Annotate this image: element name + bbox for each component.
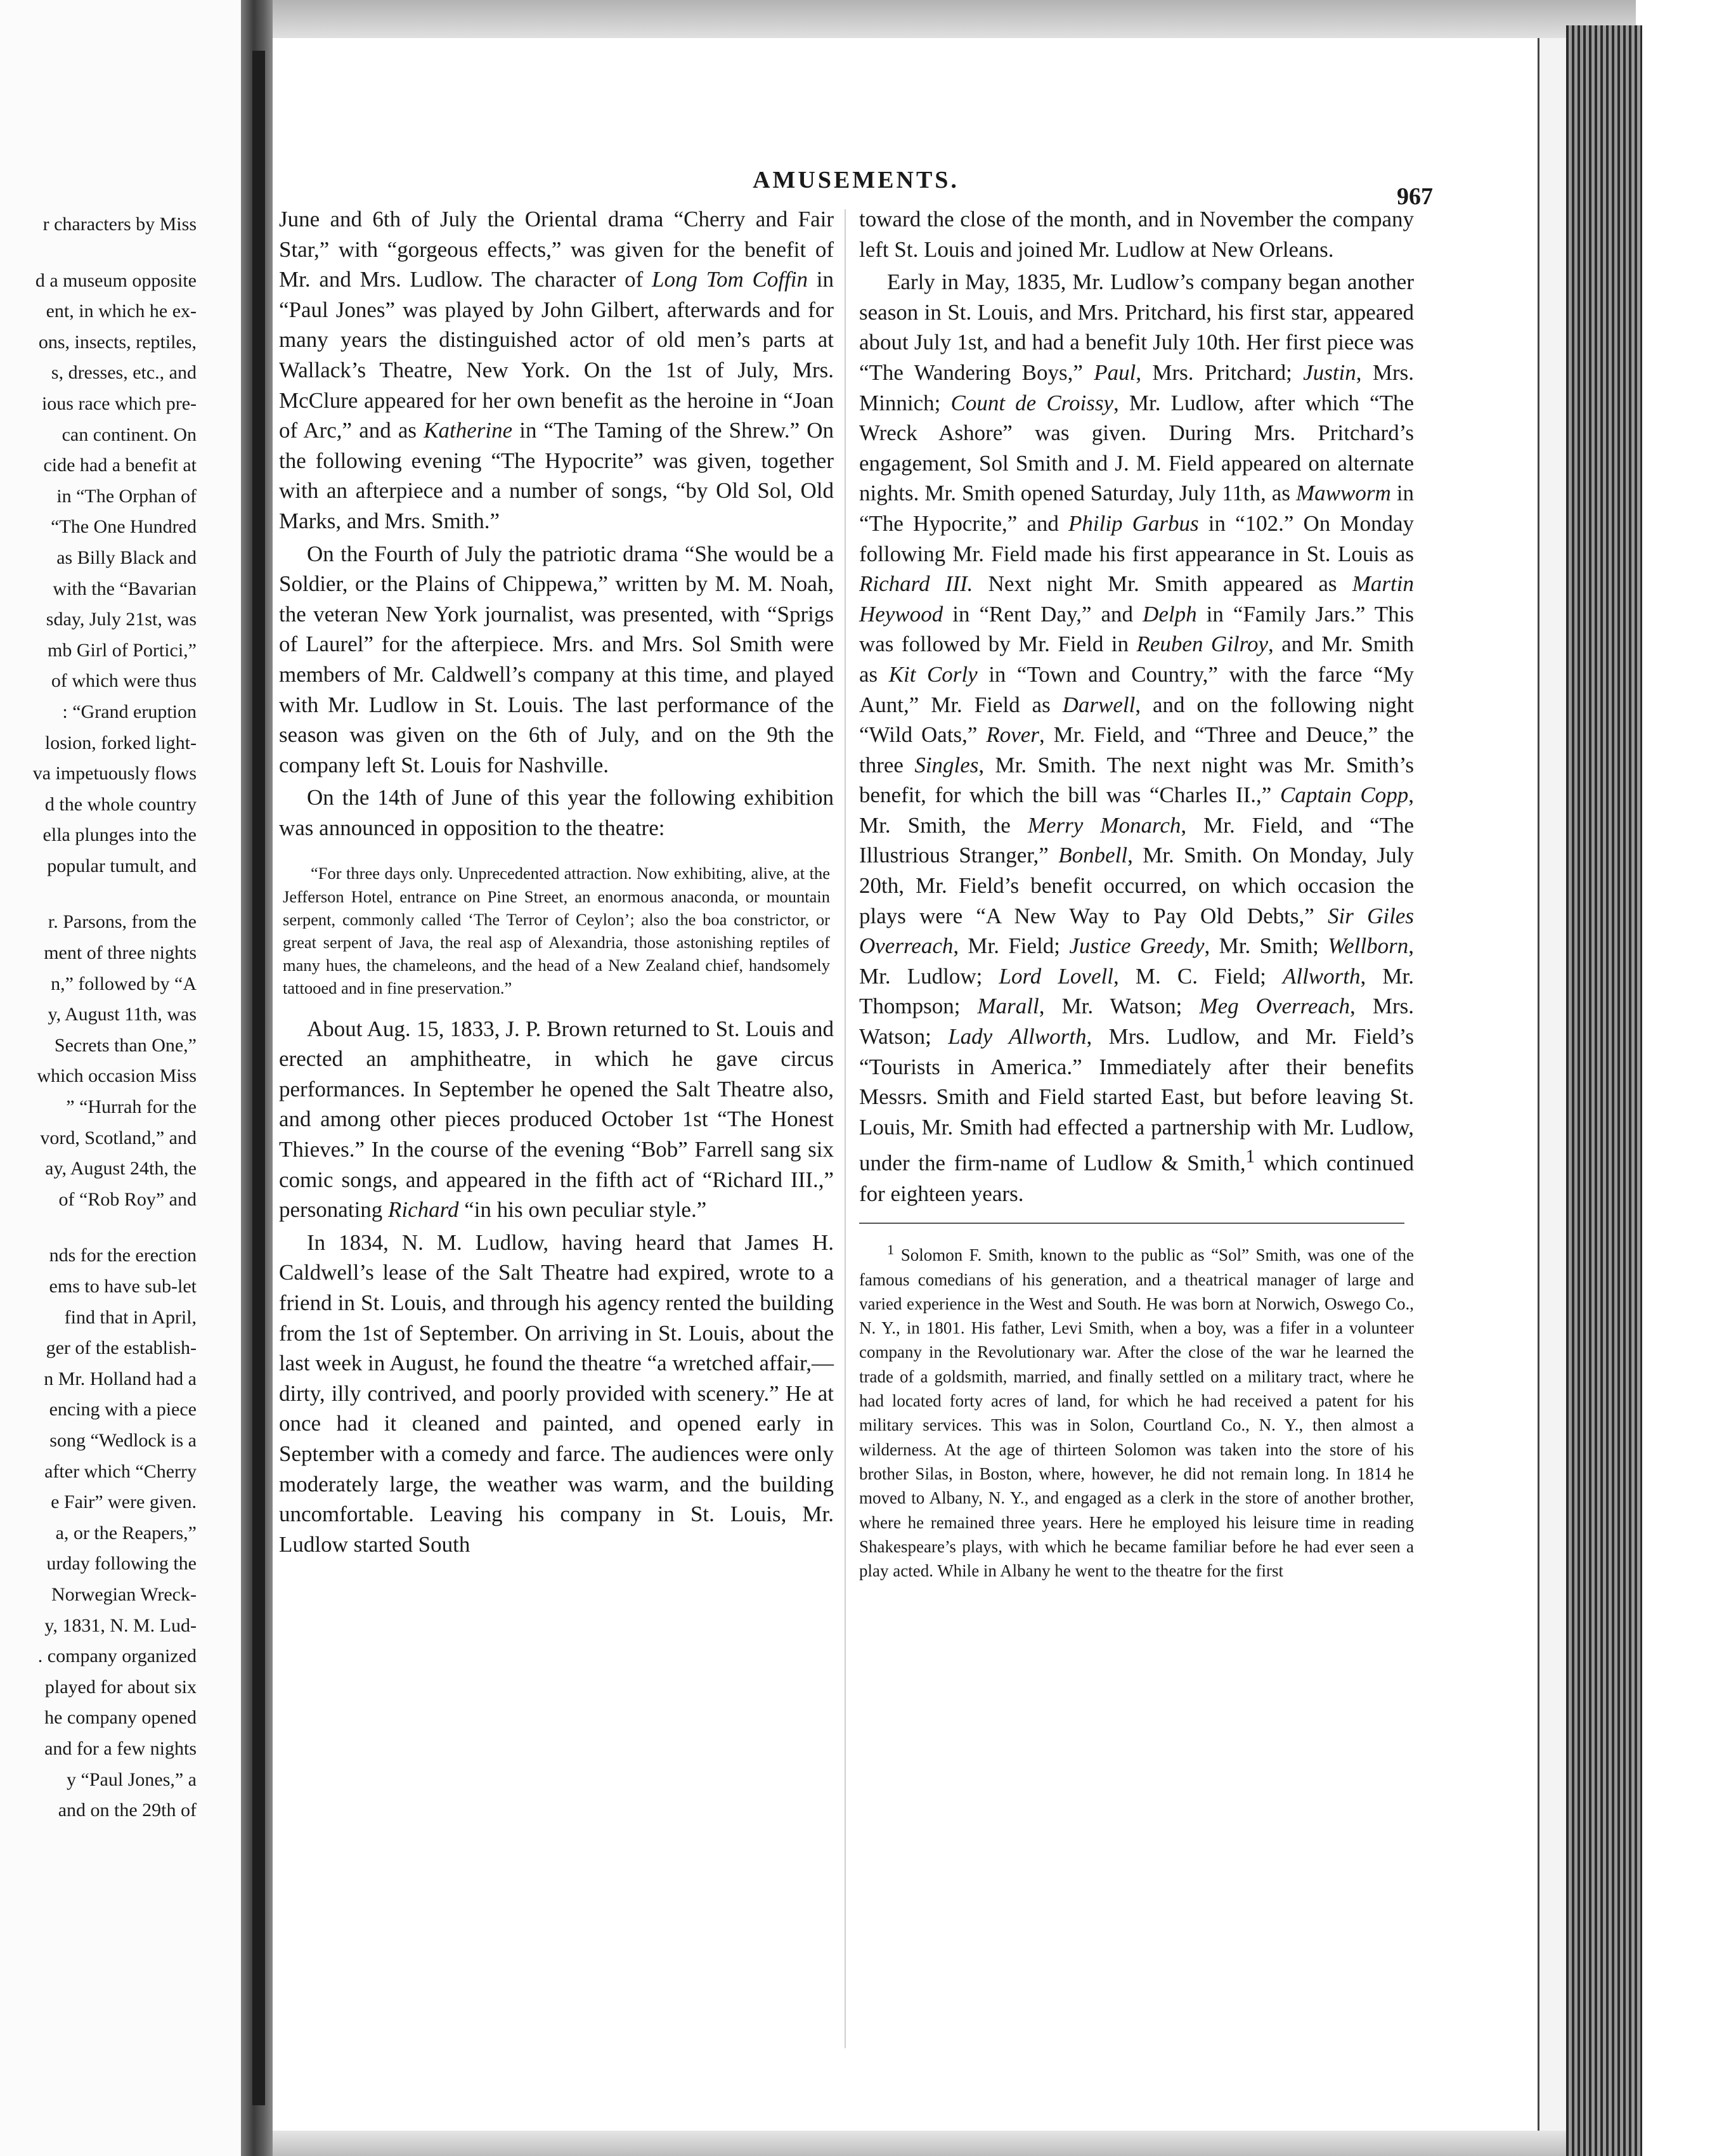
text-run: in “Paul Jones” was played by John Gilbert, afterwards and for many years the distinguished actor of old men’s parts at Wallack’s Theatre, New York. On the 1st of July, Mrs. McClure appeared for her own benefit as the heroine in “Joan of Arc,” and as [279,267,834,443]
facing-page-line: n Mr. Holland had a [44,1368,197,1389]
italic-title: Captain Copp [1280,783,1409,808]
facing-page-line: song “Wedlock is a [49,1429,197,1451]
paragraph [279,783,834,843]
text-run: in “102.” On Monday following Mr. Field made his first appearance in St. Louis as [859,510,1415,566]
facing-page-line: . company organized [37,1646,197,1667]
text-run: in “The Hypocrite,” and [859,481,1414,536]
facing-page-line: a, or the Reapers,” [55,1522,197,1543]
italic-title: Richard [388,1197,459,1223]
paragraph [279,1014,834,1225]
text-run: Solomon F. Smith, known to the public as “Sol” Smith, was one of the famous comedians of his generation, and a theatrical manager of large and varied experience in the West and South. He was born at Norwich, Oswego Co., N. Y., in 1801. His father, Levi Smith, when a boy, was a fifer in a volunteer company in the Revolutionary war. After the close of the war he learned the trade of a goldsmith, married, and finally settled on a military tract, where he had located forty acres of land, for which he had received a patent for his military services. This was in Solon, Courtland Co., N. Y., then almost a wilderness. At the age of thirteen Solomon was taken into the store of his brother Silas, in Boston, where, however, he did not remain long. In 1814 he moved to Albany, N. Y., and engaged as a clerk in the store of another brother, where he remained three years. Here he employed his leisure time in reading Shakespeare’s plays, with which he became familiar before he had ever seen a play acted. While in Albany he went to the theatre for the first [859,1245,1414,1581]
text-run: On the Fourth of July the patriotic drama “She would be a Soldier, or the Plains of Chippewa,” written by M. M. Noah, the veteran New York journalist, was presented, with “Sprigs of Laurel” for the afterpiece. Mrs. and Mrs. Sol Smith were members of Mr. Caldwell’s company at this time, and played with Mr. Ludlow in St. Louis. The last performance of the season was given on the 6th of July, and on the 9th the company left St. Louis for Nashville. [279,541,834,777]
italic-title: Justin [1303,360,1356,385]
footnote [859,1238,1414,1583]
facing-page-line: ems to have sub-let [49,1276,197,1297]
facing-page-line: and for a few nights [44,1737,197,1759]
italic-title: Wellborn [1328,933,1409,959]
italic-title: Philip Garbus [1068,510,1199,536]
text-run: “in his own peculiar style.” [458,1197,707,1223]
facing-page-line: va impetuously flows [32,763,197,784]
text-run: Early in May, 1835, Mr. Ludlow’s company began another season in St. Louis, and Mrs. Pritchard, his first star, appeared about July 1st, and had a benefit July 10th. Her first piece was “The Wandering Boys,” [859,270,1414,385]
facing-page-line: s, dresses, etc., and [51,362,197,384]
italic-title: Justice Greedy [1069,933,1205,959]
text-run: , Mr. Smith. The next night was Mr. Smith’s benefit, for which the bill was “Charles II.,” [859,752,1414,808]
italic-title: Richard III. [859,571,973,597]
paragraph-gap [0,240,197,266]
paragraph [859,204,1414,264]
italic-title: Marall [977,994,1039,1019]
text-run: , Mr. Smith; [1204,933,1328,959]
column-divider [845,209,846,2048]
italic-title: Reuben Gilroy [1136,632,1269,657]
facing-page-line: y “Paul Jones,” a [67,1769,197,1790]
italic-title: Meg Overreach [1199,994,1351,1019]
text-run: Next night Mr. Smith appeared as [973,571,1352,597]
italic-title: Paul [1094,360,1136,385]
italic-title: Mawworm [1295,481,1391,506]
block-quote [283,862,830,999]
facing-page-line: e Fair” were given. [51,1491,197,1513]
italic-title: Merry Monarch [1027,812,1181,838]
facing-page-line: find that in April, [64,1306,197,1328]
paragraph-gap [0,1215,197,1240]
facing-page-text [0,209,197,1826]
facing-page-line: y, 1831, N. M. Lud- [44,1614,197,1636]
italic-title: Long Tom Coffin [652,267,808,292]
facing-page-line: played for about six [44,1676,197,1698]
facing-page-line: d the whole country [44,793,197,815]
text-run: On the 14th of June of this year the following exhibition was announced in opposition to the theatre: [279,785,834,840]
text-run: June and 6th of July the Oriental drama “Cherry and Fair Star,” with “gorgeous effects,” was given for the benefit of Mr. and Mrs. Ludlow. The character of [279,207,834,292]
facing-page-line: and on the 29th of [58,1800,197,1821]
facing-page-line: y, August 11th, was [48,1004,197,1025]
text-run: in “Rent Day,” and [943,601,1143,627]
page-number: 967 [1397,183,1433,210]
facing-page-line: ment of three nights [44,942,197,964]
text-run: , Mr. Ludlow; [859,933,1414,989]
facing-page-line: of “Rob Roy” and [58,1188,197,1210]
page-right-margin [1538,38,1568,2143]
page-top-edge [273,0,1636,38]
paragraph [279,204,834,536]
facing-page-line: ” “Hurrah for the [66,1096,197,1118]
text-run: , Mrs. Pritchard; [1136,360,1304,385]
text-run: , M. C. Field; [1113,963,1283,989]
text-run: toward the close of the month, and in November the company left St. Louis and joined Mr. Ludlow at New Orleans. [859,207,1414,262]
italic-title: Allworth [1282,963,1361,989]
text-run: In 1834, N. M. Ludlow, having heard that James H. Caldwell’s lease of the Salt Theatre had expired, wrote to a friend in St. Louis, and through his agency rented the building from the 1st of September. On arriving in St. Louis, about the last week in August, he found the theatre “a wretched affair,—dirty, illy contrived, and poorly provided with scenery.” He at once had it cleaned and painted, and opened early in September with a comedy and farce. The audiences were only moderately large, the weather was warm, and the building uncomfortable. Leaving his company in St. Louis, Mr. Ludlow started South [279,1230,834,1557]
facing-page-line: which occasion Miss [37,1065,197,1087]
facing-page-line: popular tumult, and [47,855,197,876]
facing-page-line: Secrets than One,” [54,1034,197,1056]
facing-page-line: he company opened [44,1707,197,1729]
facing-page-line: ons, insects, reptiles, [38,331,197,353]
facing-page-line: ella plunges into the [42,824,197,846]
text-run: , Mr. Ludlow, after which “The Wreck Ashore” was given. During Mrs. Pritchard’s engagement, Sol Smith and J. M. Field appeared on alternate nights. Mr. Smith opened Saturday, July 11th, as [859,390,1414,506]
facing-page-line: ger of the establish- [46,1337,197,1359]
facing-page [0,0,241,2156]
facing-page-line: Norwegian Wreck- [51,1583,197,1605]
facing-page-line: nds for the erection [49,1245,197,1266]
gutter-binding [252,51,265,2105]
text-run: , Mrs. Ludlow, and Mr. Field’s “Tourists in America.” Immediately after their benefits Messrs. Smith and Field started East, but before leaving St. Louis, Mr. Smith had effected a partnership with Mr. Ludlow, under the firm-name of Ludlow & Smith, [859,1024,1415,1176]
facing-page-line: can continent. On [62,424,197,445]
facing-page-line: mb Girl of Portici,” [48,639,197,661]
facing-page-line: cide had a benefit at [43,455,197,476]
book-page [279,159,1433,2112]
italic-title: Count de Croissy [950,390,1114,415]
footnote-marker: 1 [1245,1146,1255,1167]
left-column [279,204,834,1559]
text-run: , and Mr. Smith as [859,632,1414,687]
facing-page-line: of which were thus [51,670,197,692]
text-run: “For three days only. Unprecedented attraction. Now exhibiting, alive, at the Jefferson Hotel, entrance on Pine Street, an enormous anaconda, or mountain serpent, commonly called ‘The Terror of Ceylon’; also the boa constrictor, or great serpent of Java, the real asp of Alexandria, those astonishing reptiles of many hues, the chameleons, and the head of a New Zealand chief, handsomely tattooed and in fine preservation.” [283,864,830,998]
facing-page-line: as Billy Black and [56,547,197,568]
facing-page-line: sday, July 21st, was [46,609,197,630]
italic-title: Katherine [424,418,513,443]
text-run: About Aug. 15, 1833, J. P. Brown returned to St. Louis and erected an amphitheatre, in which he gave circus performances. In September he opened the Salt Theatre also, and among other pieces produced October 1st “The Honest Thieves.” In the course of the evening “Bob” Farrell sang six comic songs, and appeared in the fifth act of “Richard III.,” personating [279,1016,834,1223]
italic-title: Darwell [1062,692,1136,717]
text-run: , and on the following night “Wild Oats,” [859,692,1414,748]
text-run: , Mrs. Watson; [859,994,1414,1049]
facing-page-line: with the “Bavarian [53,578,197,599]
text-run: which continued for eighteen years. [859,1151,1414,1206]
page-stack-edge [1566,25,1642,2156]
page-bottom-edge [273,2131,1566,2156]
running-head [279,159,1433,210]
facing-page-line: losion, forked light- [44,732,197,753]
running-title: AMUSEMENTS. [753,167,959,193]
text-run: in “Town and Country,” with the farce “My Aunt,” Mr. Field as [859,661,1415,717]
facing-page-line: ay, August 24th, the [45,1158,197,1179]
text-run: , Mr. Field, and “Three and Deuce,” the three [859,722,1414,777]
facing-page-line: vord, Scotland,” and [40,1127,197,1148]
footnote-marker: 1 [887,1242,895,1258]
facing-page-line: r characters by Miss [42,214,197,235]
italic-title: Rover [986,722,1039,748]
italic-title: Martin Heywood [859,571,1414,627]
paragraph-gap [0,881,197,907]
italic-title: Lady Allworth [948,1024,1087,1049]
facing-page-line: after which “Cherry [44,1460,197,1482]
footnote-rule [859,1223,1404,1224]
paragraph [279,1228,834,1560]
facing-page-line: d a museum opposite [35,270,197,291]
text-run: , Mrs. Minnich; [859,360,1414,415]
italic-title: Bonbell [1058,843,1128,868]
facing-page-line: : “Grand eruption [62,701,197,722]
italic-title: Lord Lovell [999,963,1113,989]
italic-title: Sir Giles Overreach [859,903,1414,959]
text-run: in “The Taming of the Shrew.” On the following evening “The Hypocrite” was given, together with an afterpiece and a number of songs, “by Old Sol, Old Marks, and Mrs. Smith.” [279,418,834,533]
text-run: , Mr. Thompson; [859,963,1414,1019]
facing-page-line: “The One Hundred [51,516,197,538]
paragraph [279,539,834,781]
text-run: in “Family Jars.” This was followed by Mr. Field in [859,601,1414,657]
text-run: , Mr. Watson; [1039,994,1200,1019]
text-run: , Mr. Field, and “The Illustrious Stranger,” [859,812,1415,868]
italic-title: Singles [914,752,979,777]
italic-title: Delph [1143,601,1197,627]
facing-page-line: in “The Orphan of [56,485,197,507]
text-run: , Mr. Smith, the [859,783,1414,838]
facing-page-line: ent, in which he ex- [46,301,197,322]
text-run: , Mr. Field; [953,933,1070,959]
facing-page-line: r. Parsons, from the [48,911,197,933]
right-column [859,204,1414,1583]
italic-title: Kit Corly [888,661,978,687]
facing-page-line: n,” followed by “A [51,973,197,994]
facing-page-line: urday following the [46,1553,197,1575]
facing-page-line: encing with a piece [49,1399,197,1420]
facing-page-line: ious race which pre- [41,393,197,414]
text-run: , Mr. Smith. On Monday, July 20th, Mr. Field’s benefit occurred, on which occasion the plays were “A New Way to Pay Old Debts,” [859,843,1414,928]
paragraph [859,267,1414,1209]
